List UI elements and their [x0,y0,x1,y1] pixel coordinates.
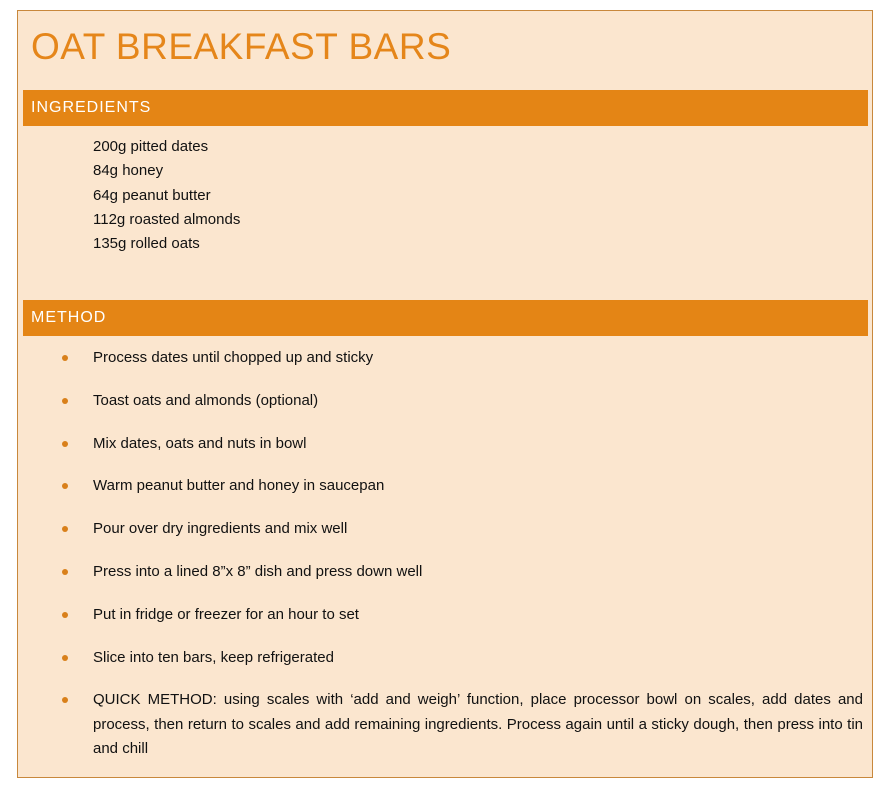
bullet-icon [62,398,68,404]
bullet-icon [62,441,68,447]
method-step [18,474,874,498]
bullet-icon [62,569,68,575]
recipe-card [17,10,873,778]
method-step [18,603,874,627]
method-step [18,560,874,584]
method-step-text: Put in fridge or freezer for an hour to set [93,605,359,623]
method-list [18,346,874,780]
recipe-title: OAT BREAKFAST BARS [31,26,452,67]
method-step-text: Slice into ten bars, keep refrigerated [93,648,334,666]
method-step [18,688,874,761]
method-step [18,389,874,413]
bullet-icon [62,697,68,703]
bullet-icon [62,612,68,618]
method-step-text: QUICK METHOD: using scales with ‘add and weigh’ function, place processor bowl on scales, add dates and process, then return to scales and add remaining ingredients. Process again until a sticky dough, then press into tin and chill [93,691,863,757]
bullet-icon [62,526,68,532]
ingredients-heading: INGREDIENTS [23,90,868,126]
ingredient-item: 84g honey [93,162,164,180]
method-step-text: Pour over dry ingredients and mix well [93,520,348,538]
method-step-text: Mix dates, oats and nuts in bowl [93,434,307,452]
ingredient-item: 135g rolled oats [93,235,200,253]
ingredients-list [93,135,240,256]
method-step-text: Warm peanut butter and honey in saucepan [93,477,385,495]
method-step-text: Press into a lined 8”x 8” dish and press down well [93,562,423,580]
method-step [18,432,874,456]
ingredient-item: 64g peanut butter [93,186,211,204]
method-step-text: Process dates until chopped up and sticky [93,349,374,366]
bullet-icon [62,483,68,489]
bullet-icon [62,655,68,661]
method-heading: METHOD [23,300,868,336]
method-step [18,346,874,370]
method-step [18,646,874,670]
bullet-icon [62,355,68,361]
method-step-text: Toast oats and almonds (optional) [93,391,319,409]
ingredient-item: 112g roasted almonds [93,210,241,228]
ingredient-item: 200g pitted dates [93,138,209,155]
method-step [18,517,874,541]
